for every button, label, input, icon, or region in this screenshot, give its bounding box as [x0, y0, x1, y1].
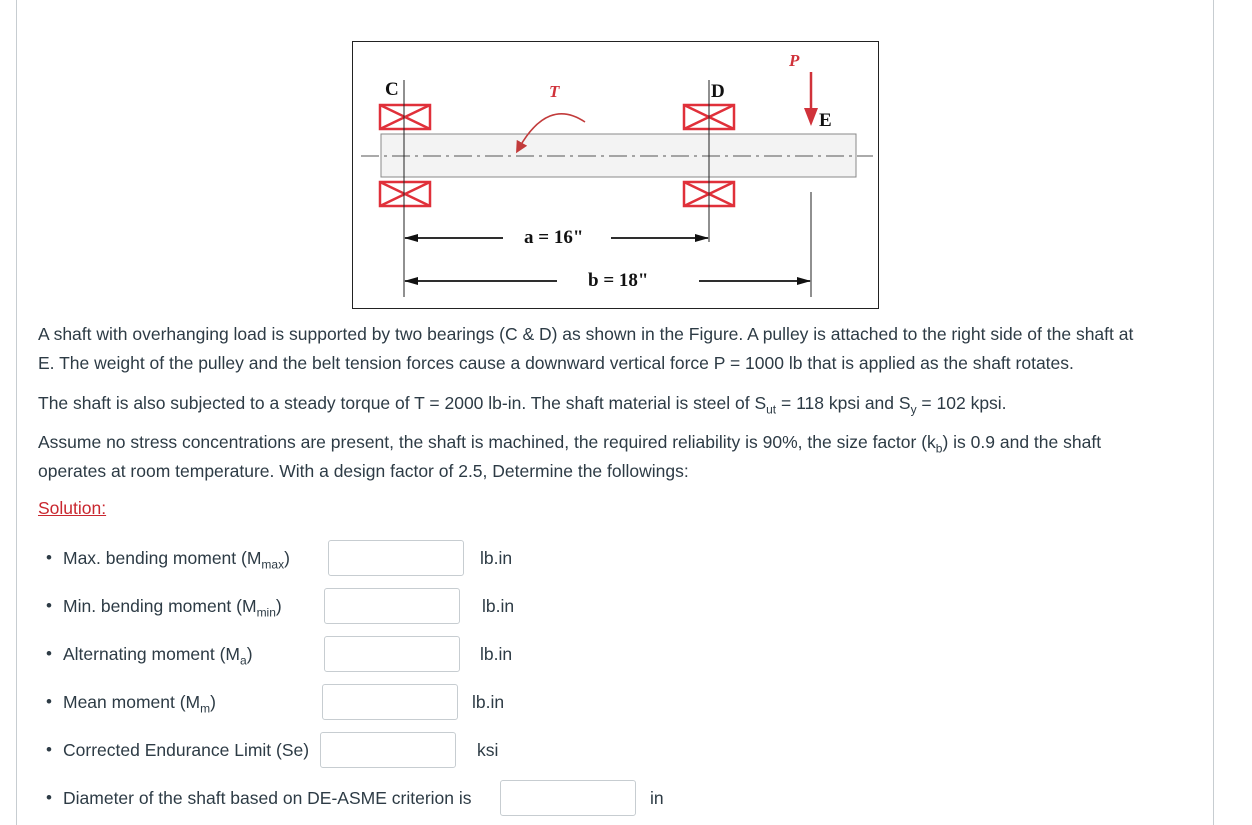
dimension-a [405, 227, 708, 248]
problem-paragraph-3 [38, 428, 1208, 486]
shaft-figure [352, 41, 879, 309]
dimension-b [405, 270, 810, 291]
question-row [0, 540, 1252, 578]
answer-input[interactable] [500, 780, 636, 816]
question-label [63, 644, 253, 668]
problem-p3-post: ) is 0.9 and the shaft [942, 432, 1102, 452]
force-p-arrow-icon [804, 72, 818, 297]
question-label-text: Max. bending moment (M [63, 548, 262, 568]
question-label-text: Corrected Endurance Limit (Se) [63, 740, 310, 760]
problem-p2-post: = 102 kpsi. [916, 393, 1007, 413]
answer-input[interactable] [320, 732, 456, 768]
question-label-text: Min. bending moment (M [63, 596, 257, 616]
label-p: P [789, 51, 800, 70]
sut-subscript: ut [766, 402, 777, 417]
label-d: D [711, 81, 725, 102]
problem-p2-pre: The shaft is also subjected to a steady torque of T = 2000 lb-in. The shaft material is steel of S [38, 393, 767, 413]
bullet-icon: • [46, 644, 52, 663]
answer-input[interactable] [328, 540, 464, 576]
bearing-c-icon [380, 80, 430, 297]
unit-label: ksi [477, 740, 499, 760]
question-label-subscript: min [256, 605, 276, 620]
unit-label: lb.in [480, 644, 513, 664]
unit-label: lb.in [472, 692, 505, 712]
label-c: C [385, 79, 399, 100]
question-label [63, 692, 216, 716]
problem-p3-pre: Assume no stress concentrations are present, the shaft is machined, the required reliability is 90%, the size factor (k [38, 432, 936, 452]
question-label-close: ) [275, 596, 282, 616]
question-label [63, 548, 290, 572]
question-label-text: Diameter of the shaft based on DE-ASME criterion is [63, 788, 472, 808]
dim-b-label: b = 18" [588, 270, 649, 291]
shaft-diagram [353, 42, 878, 308]
question-label-text: Alternating moment (M [63, 644, 241, 664]
problem-p2-mid: = 118 kpsi and S [776, 393, 911, 413]
question-label-close: ) [284, 548, 290, 568]
bullet-icon: • [46, 788, 52, 807]
question-row [0, 588, 1252, 626]
question-label-close: ) [246, 644, 253, 664]
question-label [63, 596, 282, 620]
problem-paragraph-1 [38, 320, 1208, 378]
question-row [0, 732, 1252, 770]
dim-a-label: a = 16" [524, 227, 584, 248]
unit-label: in [650, 788, 664, 808]
question-label-subscript: a [240, 653, 247, 668]
question-row [0, 636, 1252, 674]
bullet-icon: • [46, 740, 52, 759]
problem-p3-line-b: operates at room temperature. With a design factor of 2.5, Determine the followings: [38, 461, 689, 481]
question-row [0, 684, 1252, 722]
question-label-subscript: max [261, 557, 285, 572]
problem-paragraph-2 [38, 389, 1208, 418]
label-e: E [819, 110, 832, 131]
solution-link[interactable]: Solution: [38, 498, 107, 518]
sy-subscript: y [910, 402, 917, 417]
question-row [0, 780, 1252, 818]
problem-p1-line-a: A shaft with overhanging load is supported by two bearings (C & D) as shown in the Figure. A pulley is attached to the right side of the shaft at [38, 324, 1134, 344]
question-label [63, 740, 309, 761]
bullet-icon: • [46, 548, 52, 567]
question-label-subscript: m [200, 701, 211, 716]
bullet-icon: • [46, 596, 52, 615]
bullet-icon: • [46, 692, 52, 711]
unit-label: lb.in [482, 596, 515, 616]
problem-p1-line-b: E. The weight of the pulley and the belt tension forces cause a downward vertical force P = 1000 lb that is applied as the shaft rotates. [38, 353, 1074, 373]
question-label-close: ) [210, 692, 216, 712]
question-label-text: Mean moment (M [63, 692, 201, 712]
answer-input[interactable] [324, 636, 460, 672]
label-t: T [549, 82, 560, 101]
question-label [63, 788, 472, 809]
kb-subscript: b [935, 441, 943, 456]
answer-input[interactable] [324, 588, 460, 624]
answer-input[interactable] [322, 684, 458, 720]
unit-label: lb.in [480, 548, 513, 568]
